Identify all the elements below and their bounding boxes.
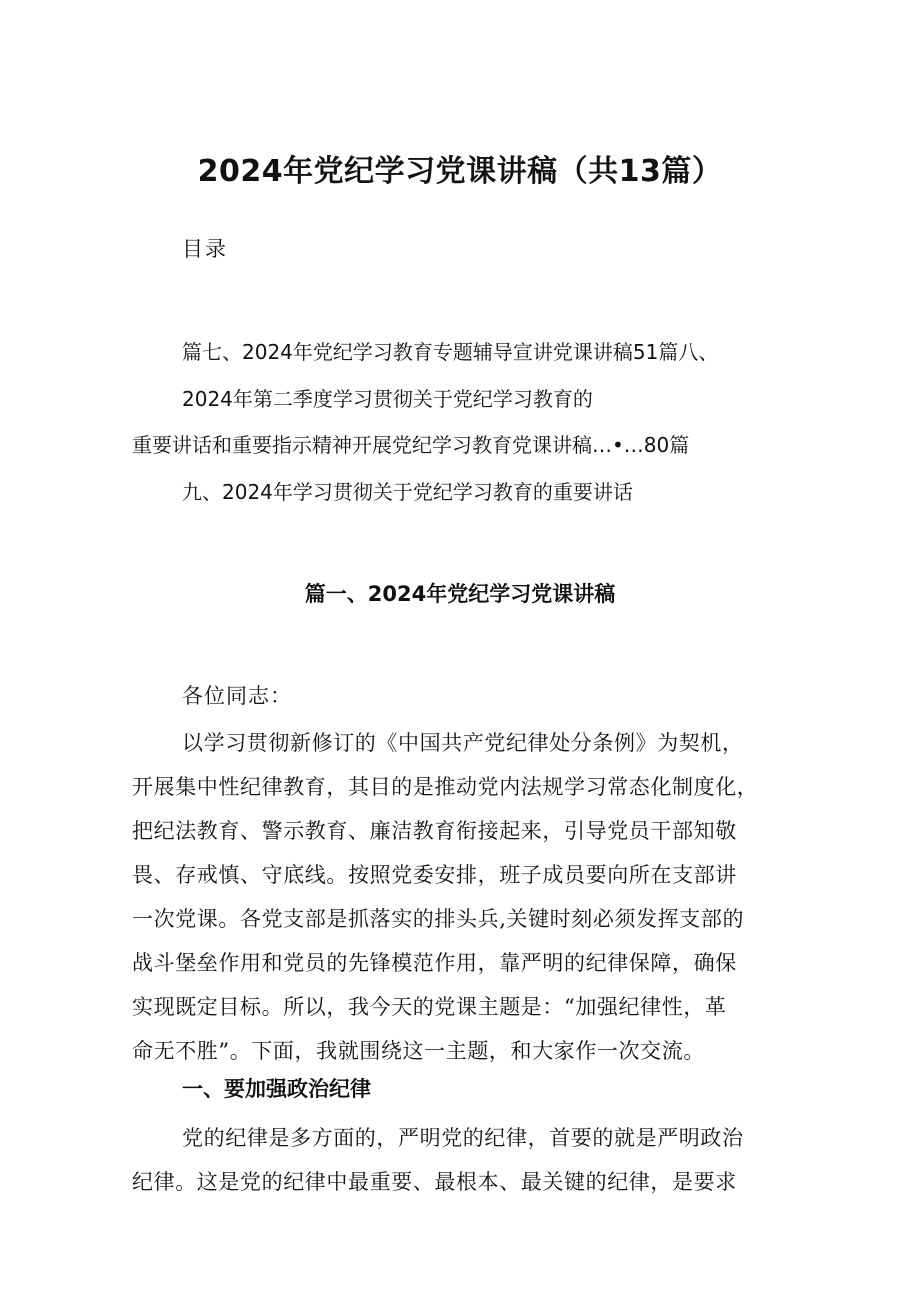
paragraph-line: 把纪法教育、警示教育、廉洁教育衔接起来，引导党员干部知敬 xyxy=(132,819,737,843)
toc-line: 篇七、2024年党纪学习教育专题辅导宣讲党课讲稿51篇八、 xyxy=(182,340,719,364)
paragraph-line: 以学习贯彻新修订的《中国共产党纪律处分条例》为契机， xyxy=(182,731,744,755)
paragraph-line: 纪律。这是党的纪律中最重要、最根本、最关键的纪律，是要求 xyxy=(132,1170,737,1194)
paragraph-line: 畏、存戒慎、守底线。按照党委安排，班子成员要向所在支部讲 xyxy=(132,863,737,887)
toc-line: 九、2024年学习贯彻关于党纪学习教育的重要讲话 xyxy=(182,480,633,504)
paragraph-line: 一次党课。各党支部是抓落实的排头兵,关键时刻必须发挥支部的 xyxy=(132,907,745,931)
document-title: 2024年党纪学习党课讲稿（共13篇） xyxy=(197,154,723,189)
subheading: 一、要加强政治纪律 xyxy=(182,1077,371,1101)
salutation: 各位同志： xyxy=(182,684,292,708)
paragraph-line: 战斗堡垒作用和党员的先锋模范作用，靠严明的纪律保障，确保 xyxy=(132,951,737,975)
paragraph-line: 命无不胜”。下面，我就围绕这一主题，和大家作一次交流。 xyxy=(132,1039,705,1063)
paragraph-line: 党的纪律是多方面的，严明党的纪律，首要的就是严明政治 xyxy=(182,1126,744,1150)
section-heading: 篇一、2024年党纪学习党课讲稿 xyxy=(304,582,616,606)
toc-label: 目录 xyxy=(182,237,228,261)
toc-line: 重要讲话和重要指示精神开展党纪学习教育党课讲稿…•…80篇 xyxy=(132,433,690,457)
paragraph-line: 实现既定目标。所以，我今天的党课主题是：“加强纪律性，革 xyxy=(132,995,727,1019)
toc-line: 2024年第二季度学习贯彻关于党纪学习教育的 xyxy=(182,387,593,411)
paragraph-line: 开展集中性纪律教育，其目的是推动党内法规学习常态化制度化， xyxy=(132,775,759,799)
